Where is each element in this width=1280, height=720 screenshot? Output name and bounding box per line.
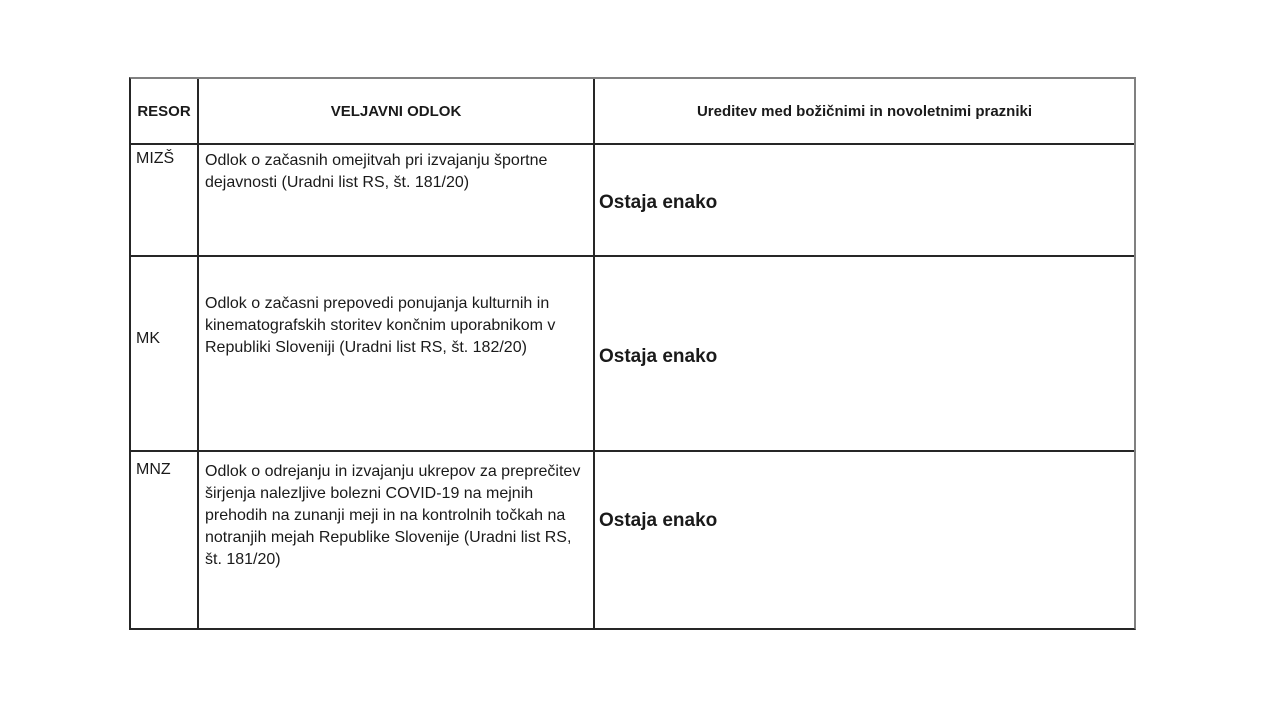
decree-table — [129, 77, 1136, 630]
row-mk-ureditev: Ostaja enako — [595, 257, 1134, 452]
row-mnz-resor: MNZ — [131, 452, 199, 628]
row-mizs-resor: MIZŠ — [131, 145, 199, 257]
row-mizs-ureditev: Ostaja enako — [595, 145, 1134, 257]
header-veljavni-odlok: VELJAVNI ODLOK — [199, 79, 595, 145]
header-ureditev-prazniki: Ureditev med božičnimi in novoletnimi prazniki — [595, 79, 1134, 145]
row-mizs-odlok: Odlok o začasnih omejitvah pri izvajanju športne dejavnosti (Uradni list RS, št. 181/20) — [199, 145, 595, 257]
row-mnz-ureditev: Ostaja enako — [599, 510, 718, 531]
header-resor: RESOR — [131, 79, 199, 145]
row-mk-resor: MK — [131, 257, 199, 452]
row-mk-odlok: Odlok o začasni prepovedi ponujanja kulturnih in kinematografskih storitev končnim uporabnikom v Republiki Sloveniji (Uradni list RS, št. 182/20) — [199, 257, 595, 452]
row-mnz-odlok: Odlok o odrejanju in izvajanju ukrepov za preprečitev širjenja nalezljive bolezni COVID-19 na mejnih prehodih na zunanji meji in na kontrolnih točkah na notranjih mejah Republike Slovenije (Uradni list RS, št. 181/20) — [199, 452, 595, 628]
